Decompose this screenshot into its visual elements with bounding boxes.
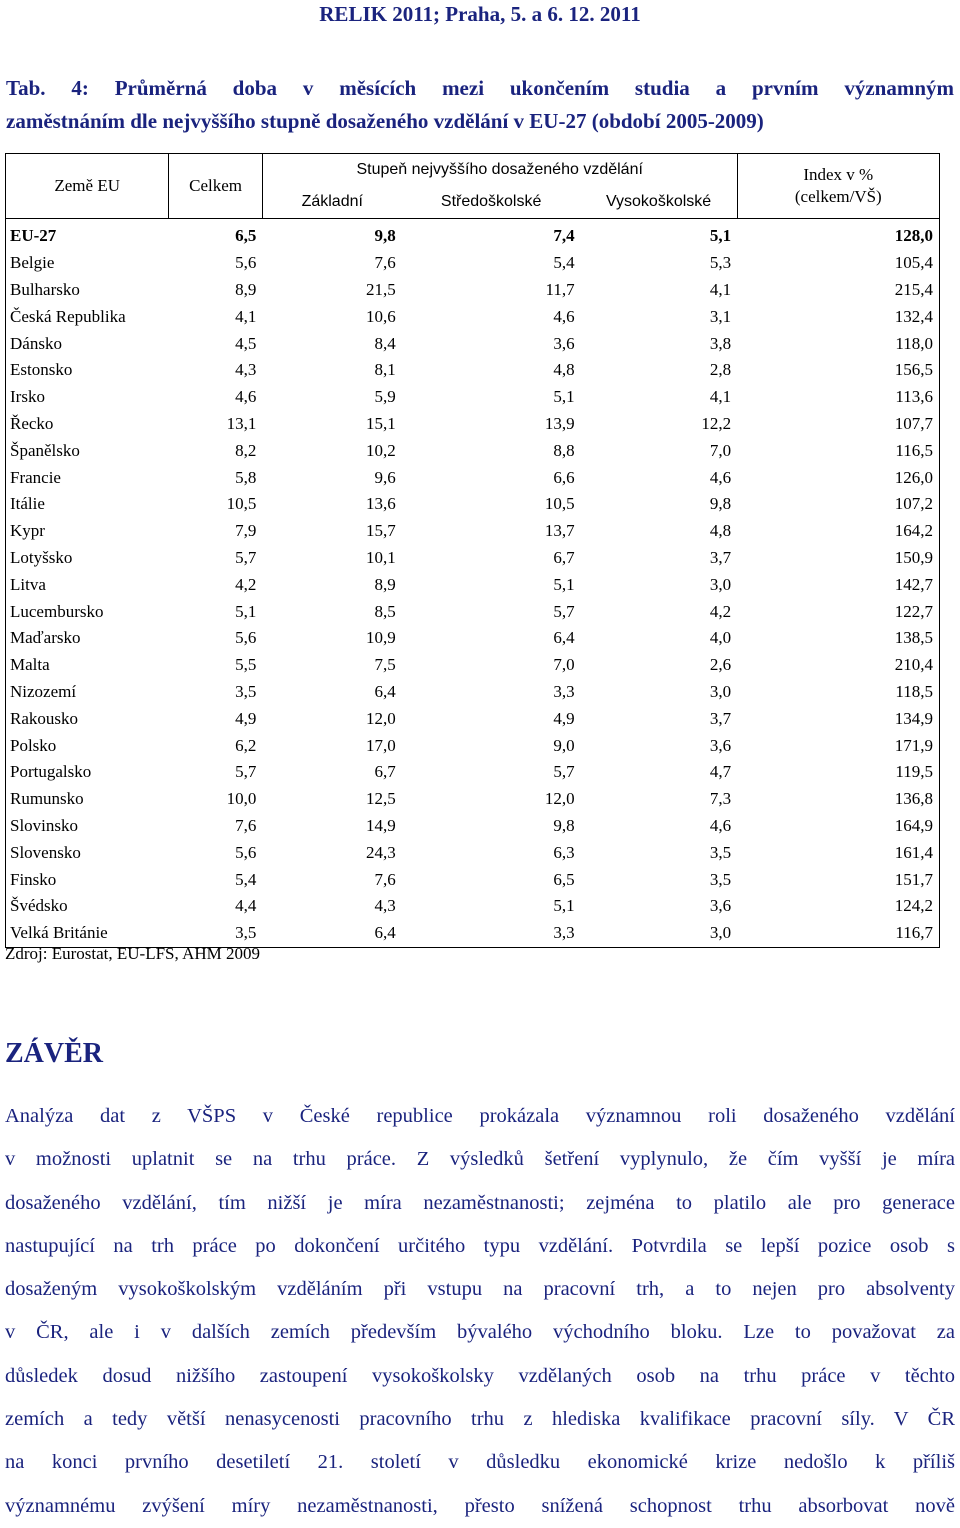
vysoke-cell: 7,0 [709,440,732,460]
table-row [6,518,940,545]
stredni-cell: 13,7 [544,521,575,541]
index-cell: 164,9 [737,813,939,840]
country-cell: Malta [6,652,169,679]
index-cell: 156,5 [737,357,939,384]
country-cell: Kypr [6,518,169,545]
country-cell: Velká Británie [6,920,169,947]
zakladni-cell: 4,3 [374,896,396,916]
celkem-cell: 7,9 [235,521,257,541]
conclusion-line: dosaženého vzdělání, tím nižší je míra nezaměstnanosti; zejména to platilo ale pro generace [5,1191,955,1214]
table-row [6,303,940,330]
zakladni-cell: 7,5 [374,655,396,675]
vysoke-cell: 9,8 [709,494,732,514]
index-cell: 138,5 [737,625,939,652]
table-row [6,384,940,411]
stredni-cell: 6,7 [553,547,575,567]
country-cell: EU-27 [6,219,169,250]
stredni-cell: 6,5 [553,869,575,889]
country-cell: Bulharsko [6,277,169,304]
celkem-cell: 5,7 [235,762,257,782]
table-row [6,679,940,706]
zakladni-cell: 12,5 [365,789,396,809]
conclusion-line: na konci prvního desetiletí 21. století v důsledku ekonomické krize nedošlo k příliš [5,1451,955,1474]
country-cell: Česká Republika [6,303,169,330]
vysoke-cell: 3,7 [709,547,732,567]
caption-line-2: zaměstnáním dle nejvyššího stupně dosaženého vzdělání v EU-27 (období 2005-2009) [6,109,764,133]
country-cell: Švédsko [6,893,169,920]
zakladni-cell: 9,8 [374,226,396,246]
stredni-cell: 9,0 [553,735,575,755]
country-cell: Španělsko [6,437,169,464]
celkem-cell: 10,0 [226,789,257,809]
index-cell: 105,4 [737,250,939,277]
zakladni-cell: 7,6 [374,869,396,889]
table-row [6,545,940,572]
country-cell: Irsko [6,384,169,411]
stredni-cell: 4,6 [553,306,575,326]
index-cell: 151,7 [737,866,939,893]
celkem-cell: 8,2 [235,440,257,460]
stredni-cell: 3,6 [553,333,575,353]
country-cell: Nizozemí [6,679,169,706]
page-header: RELIK 2011; Praha, 5. a 6. 12. 2011 [319,2,641,26]
stredni-cell: 3,3 [402,920,581,947]
stredni-cell: 3,3 [553,681,575,701]
index-cell: 122,7 [737,598,939,625]
index-cell: 161,4 [737,839,939,866]
zakladni-cell: 7,6 [374,253,396,273]
index-cell: 107,7 [737,411,939,438]
stredni-cell: 10,5 [544,494,575,514]
table-row [6,920,940,947]
country-cell: Řecko [6,411,169,438]
index-cell: 128,0 [737,219,939,250]
index-cell: 113,6 [737,384,939,411]
conclusion-line: v ČR, ale i v dalších zemích především bývalého východního bloku. Lze to považovat za [5,1321,955,1344]
table-body [6,219,940,948]
table-row [6,786,940,813]
conclusion-line: významnému zvýšení míry nezaměstnanosti, přesto snížená schopnost trhu absorbovat nově [5,1494,955,1517]
vysoke-cell: 4,2 [709,601,732,621]
celkem-cell: 3,5 [235,681,257,701]
celkem-cell: 8,9 [235,279,257,299]
table-row [6,219,940,250]
vysoke-cell: 5,1 [709,226,732,246]
header-celkem: Celkem [169,154,262,219]
celkem-cell: 5,7 [235,547,257,567]
stredni-cell: 9,8 [553,815,575,835]
index-cell: 116,5 [737,437,939,464]
celkem-cell: 3,5 [169,920,262,947]
table-row [6,277,940,304]
table-row [6,625,940,652]
vysoke-cell: 4,0 [709,628,732,648]
stredni-cell: 5,1 [553,574,575,594]
conclusion-line: důsledek dosud nižšího zastoupení vysokoškolsky vzdělaných osob na trhu práce v těchto [5,1364,955,1387]
table-row [6,893,940,920]
celkem-cell: 4,9 [235,708,257,728]
zakladni-cell: 15,1 [365,413,396,433]
vysoke-cell: 4,6 [709,467,732,487]
zakladni-cell: 6,7 [374,762,396,782]
index-cell: 164,2 [737,518,939,545]
vysoke-cell: 3,6 [709,735,732,755]
celkem-cell: 4,1 [235,306,257,326]
vysoke-cell: 12,2 [701,413,732,433]
country-cell: Portugalsko [6,759,169,786]
zakladni-cell: 12,0 [365,708,396,728]
country-cell: Francie [6,464,169,491]
table-row [6,759,940,786]
stredni-cell: 11,7 [545,279,575,299]
table-row [6,839,940,866]
index-cell: 171,9 [737,732,939,759]
stredni-cell: 4,9 [553,708,575,728]
celkem-cell: 5,5 [235,655,257,675]
header-index-line1: Index v % [803,165,874,184]
vysoke-cell: 3,7 [709,708,732,728]
index-cell: 142,7 [737,571,939,598]
vysoke-cell: 4,1 [709,387,732,407]
vysoke-cell: 4,8 [709,521,732,541]
country-cell: Belgie [6,250,169,277]
header-zakladni: Základní [262,186,401,219]
zakladni-cell: 5,9 [374,387,396,407]
table-row [6,464,940,491]
celkem-cell: 5,8 [235,467,257,487]
table-row [6,330,940,357]
vysoke-cell: 2,8 [709,360,732,380]
stredni-cell: 12,0 [544,789,575,809]
vysoke-cell: 3,5 [709,842,732,862]
table-row [6,705,940,732]
zakladni-cell: 9,6 [374,467,396,487]
vysoke-cell: 3,6 [709,896,732,916]
vysoke-cell: 4,6 [709,815,732,835]
index-cell: 118,5 [737,679,939,706]
celkem-cell: 4,3 [235,360,257,380]
zakladni-cell: 24,3 [365,842,396,862]
index-cell: 118,0 [737,330,939,357]
stredni-cell: 5,1 [553,896,575,916]
country-cell: Maďarsko [6,625,169,652]
header-index-line2: (celkem/VŠ) [794,187,882,206]
celkem-cell: 5,4 [235,869,257,889]
celkem-cell: 4,2 [235,574,257,594]
conclusion-line: zemích a tedy větší nenasycenosti pracovního trhu z hlediska kvalifikace pracovní síly. V ČR [5,1408,955,1431]
zakladni-cell: 14,9 [365,815,396,835]
celkem-cell: 4,4 [235,896,257,916]
stredni-cell: 5,1 [553,387,575,407]
table-row [6,491,940,518]
zakladni-cell: 8,1 [374,360,396,380]
stredni-cell: 7,0 [553,655,575,675]
celkem-cell: 5,6 [235,628,257,648]
country-cell: Estonsko [6,357,169,384]
celkem-cell: 5,1 [235,601,257,621]
header-stredoskolske: Středoškolské [402,186,581,219]
table-row [6,250,940,277]
header-vysokoskolske: Vysokoškolské [581,186,738,219]
index-cell: 215,4 [737,277,939,304]
vysoke-cell: 5,3 [709,253,732,273]
vysoke-cell: 7,3 [709,789,732,809]
vysoke-cell: 4,7 [709,762,732,782]
vysoke-cell: 3,1 [709,306,732,326]
celkem-cell: 6,2 [235,735,257,755]
header-stupen: Stupeň nejvyššího dosaženého vzdělání [262,154,737,187]
country-cell: Dánsko [6,330,169,357]
stredni-cell: 5,7 [553,762,575,782]
index-cell: 116,7 [737,920,939,947]
stredni-cell: 5,4 [553,253,575,273]
conclusion-line: dosaženým vysokoškolským vzděláním při vstupu na pracovní trh, a to nejen pro absolventy [5,1278,955,1301]
country-cell: Finsko [6,866,169,893]
celkem-cell: 13,1 [226,413,257,433]
zakladni-cell: 10,9 [365,628,396,648]
conclusion-line: nastupující na trh práce po dokončení určitého typu vzdělání. Potvrdila se lepší pozice osob s [5,1234,955,1257]
zakladni-cell: 15,7 [365,521,396,541]
zakladni-cell: 8,4 [374,333,396,353]
index-cell: 124,2 [737,893,939,920]
conclusion-text [5,1095,955,1528]
table-row [6,571,940,598]
conclusion-line: Analýza dat z VŠPS v České republice prokázala významnou roli dosaženého vzdělání [5,1105,955,1127]
vysoke-cell: 3,0 [581,920,738,947]
zakladni-cell: 17,0 [365,735,396,755]
index-cell: 132,4 [737,303,939,330]
stredni-cell: 8,8 [553,440,575,460]
index-cell: 107,2 [737,491,939,518]
table-row [6,813,940,840]
index-cell: 136,8 [737,786,939,813]
data-table [5,153,940,948]
stredni-cell: 5,7 [553,601,575,621]
stredni-cell: 7,4 [553,226,575,246]
index-cell: 126,0 [737,464,939,491]
country-cell: Polsko [6,732,169,759]
vysoke-cell: 3,0 [709,574,732,594]
celkem-cell: 5,6 [235,842,257,862]
stredni-cell: 4,8 [553,360,575,380]
zakladni-cell: 10,2 [365,440,396,460]
zakladni-cell: 8,9 [374,574,396,594]
table-row [6,732,940,759]
celkem-cell: 10,5 [226,494,257,514]
country-cell: Slovensko [6,839,169,866]
celkem-cell: 4,5 [235,333,257,353]
country-cell: Lucembursko [6,598,169,625]
vysoke-cell: 3,5 [709,869,732,889]
country-cell: Itálie [6,491,169,518]
zakladni-cell: 6,4 [374,681,396,701]
celkem-cell: 5,6 [235,253,257,273]
zakladni-cell: 10,6 [365,306,396,326]
stredni-cell: 6,3 [553,842,575,862]
country-cell: Slovinsko [6,813,169,840]
index-cell: 119,5 [737,759,939,786]
conclusion-line: v možnosti uplatnit se na trhu práce. Z výsledků šetření vyplynulo, že čím vyšší je míra [5,1148,955,1171]
index-cell: 150,9 [737,545,939,572]
zakladni-cell: 8,5 [374,601,396,621]
table-row [6,652,940,679]
vysoke-cell: 2,6 [709,655,732,675]
zakladni-cell: 21,5 [365,279,396,299]
table-row [6,598,940,625]
table-caption [6,72,954,138]
country-cell: Rumunsko [6,786,169,813]
zakladni-cell: 10,1 [365,547,396,567]
header-index [737,154,939,219]
celkem-cell: 7,6 [235,815,257,835]
table-row [6,411,940,438]
celkem-cell: 4,6 [235,387,257,407]
stredni-cell: 13,9 [544,413,575,433]
vysoke-cell: 4,1 [709,279,732,299]
header-zeme: Země EU [6,154,169,219]
zakladni-cell: 13,6 [365,494,396,514]
country-cell: Litva [6,571,169,598]
country-cell: Rakousko [6,705,169,732]
table-row [6,437,940,464]
caption-line-1: Tab. 4: Průměrná doba v měsících mezi ukončením studia a prvním významným [6,76,954,100]
conclusion-title: ZÁVĚR [5,1038,104,1069]
vysoke-cell: 3,8 [709,333,732,353]
celkem-cell: 6,5 [235,226,257,246]
table-row [6,357,940,384]
source-note: Zdroj: Eurostat, EU-LFS, AHM 2009 [5,944,260,963]
zakladni-cell: 6,4 [262,920,401,947]
vysoke-cell: 3,0 [709,681,732,701]
index-cell: 134,9 [737,705,939,732]
stredni-cell: 6,6 [553,467,575,487]
index-cell: 210,4 [737,652,939,679]
stredni-cell: 6,4 [553,628,575,648]
table-row [6,866,940,893]
country-cell: Lotyšsko [6,545,169,572]
